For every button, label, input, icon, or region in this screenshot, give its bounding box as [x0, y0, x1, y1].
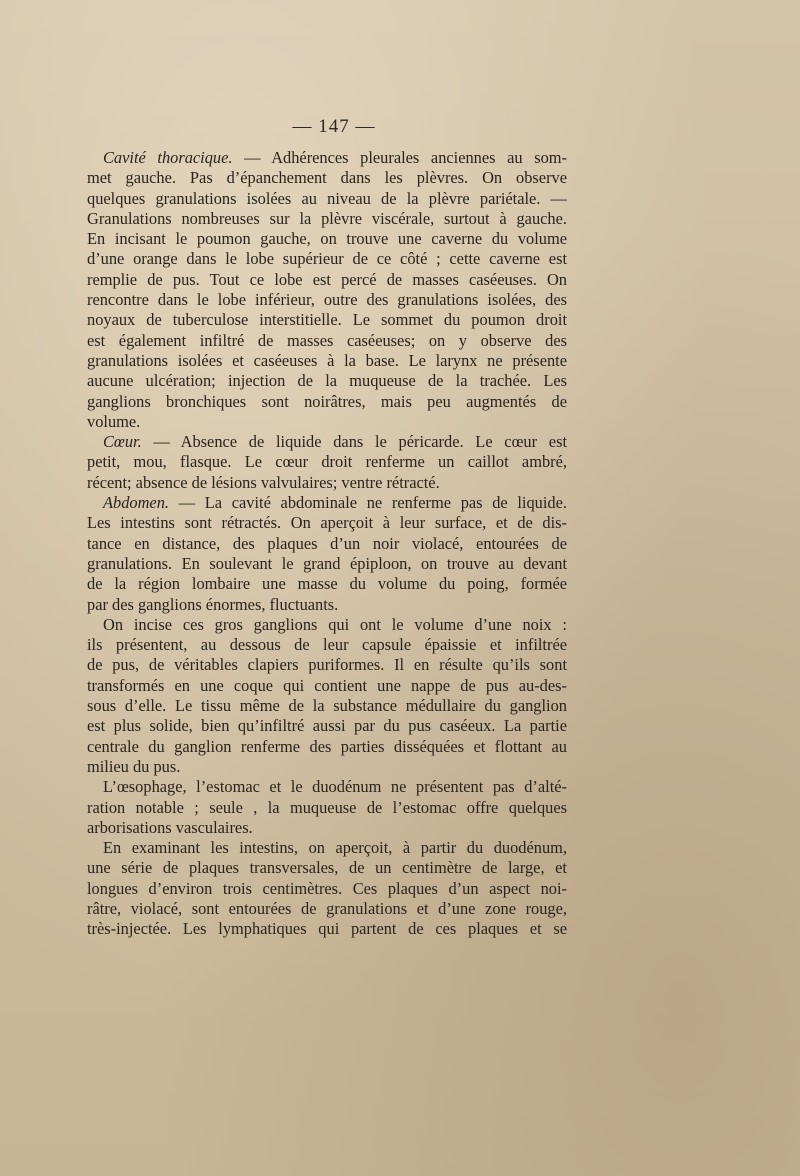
text-line: d’une orange dans le lobe supérieur de ce côté ; cette caverne est: [87, 249, 567, 269]
text-line: petit, mou, flasque. Le cœur droit renferme un caillot ambré,: [87, 452, 567, 472]
text-line: râtre, violacé, sont entourées de granulations et d’une zone rouge,: [87, 898, 567, 918]
text-line: rencontre dans le lobe inférieur, outre des granulations isolées, des: [87, 290, 567, 310]
text-line: transformés en une coque qui contient une nappe de pus au-des-: [87, 675, 567, 695]
text-line: [87, 148, 567, 168]
text-line: tance en distance, des plaques d’un noir violacé, entourées de: [87, 533, 567, 553]
text-line: granulations isolées et caséeuses à la base. Le larynx ne présente: [87, 350, 567, 370]
text-line: met gauche. Pas d’épanchement dans les plèvres. On observe: [87, 168, 567, 188]
text-line: quelques granulations isolées au niveau de la plèvre pariétale. —: [87, 188, 567, 208]
text-line: remplie de pus. Tout ce lobe est percé de masses caséeuses. On: [87, 269, 567, 289]
text-line: noyaux de tuberculose interstitielle. Le sommet du poumon droit: [87, 310, 567, 330]
text-line: de la région lombaire une masse du volume du poing, formée: [87, 574, 567, 594]
text-line: [87, 493, 567, 513]
body-text: [87, 148, 567, 940]
text-line: ganglions bronchiques sont noirâtres, mais peu augmentés de: [87, 391, 567, 411]
text-line: de pus, de véritables clapiers puriformes. Il en résulte qu’ils sont: [87, 655, 567, 675]
section-heading-thoracic-cavity: Cavité thoracique.: [103, 148, 233, 167]
text-line: centrale du ganglion renferme des parties disséquées et flottant au: [87, 736, 567, 756]
text-line: Les intestins sont rétractés. On aperçoit à leur surface, et de dis-: [87, 513, 567, 533]
text-run: — Adhérences pleurales anciennes au som-: [232, 148, 567, 167]
text-line: On incise ces gros ganglions qui ont le volume d’une noix :: [103, 614, 567, 634]
page-number: — 147 —: [292, 116, 376, 137]
text-run: — La cavité abdominale ne renferme pas de liquide.: [169, 493, 567, 513]
text-line: milieu du pus.: [87, 756, 181, 776]
text-line: ils présentent, au dessous de leur capsule épaissie et infiltrée: [87, 635, 567, 655]
text-line: [87, 432, 567, 452]
text-line: arborisations vasculaires.: [87, 817, 253, 837]
text-line: une série de plaques transversales, de un centimètre de large, et: [87, 858, 567, 878]
text-line: longues d’environ trois centimètres. Ces plaques d’un aspect noi-: [87, 878, 567, 898]
text-line: récent; absence de lésions valvulaires; ventre rétracté.: [87, 472, 440, 492]
text-line: sous d’elle. Le tissu même de la substance médullaire du ganglion: [87, 696, 567, 716]
text-line: volume.: [87, 411, 141, 431]
text-run: — Absence de liquide dans le péricarde. Le cœur est: [141, 432, 567, 452]
text-line: est également infiltré de masses caséeuses; on y observe des: [87, 330, 567, 350]
section-heading-abdomen: Abdomen.: [103, 493, 170, 513]
text-line: En examinant les intestins, on aperçoit, à partir du duodénum,: [103, 838, 567, 858]
text-line: En incisant le poumon gauche, on trouve une caverne du volume: [87, 229, 567, 249]
text-line: par des ganglions énormes, fluctuants.: [87, 594, 339, 614]
text-line: ration notable ; seule , la muqueuse de l’estomac offre quelques: [87, 797, 567, 817]
text-line: aucune ulcération; injection de la muqueuse de la trachée. Les: [87, 371, 567, 391]
section-heading-heart: Cœur.: [103, 432, 142, 452]
text-line: Granulations nombreuses sur la plèvre viscérale, surtout à gauche.: [87, 208, 567, 228]
text-line: granulations. En soulevant le grand épiploon, on trouve au devant: [87, 553, 567, 573]
text-line: très-injectée. Les lymphatiques qui partent de ces plaques et se: [87, 919, 567, 939]
text-line: est plus solide, bien qu’infiltré aussi par du pus caséeux. La partie: [87, 716, 567, 736]
text-line: L’œsophage, l’estomac et le duodénum ne présentent pas d’alté-: [103, 777, 567, 797]
